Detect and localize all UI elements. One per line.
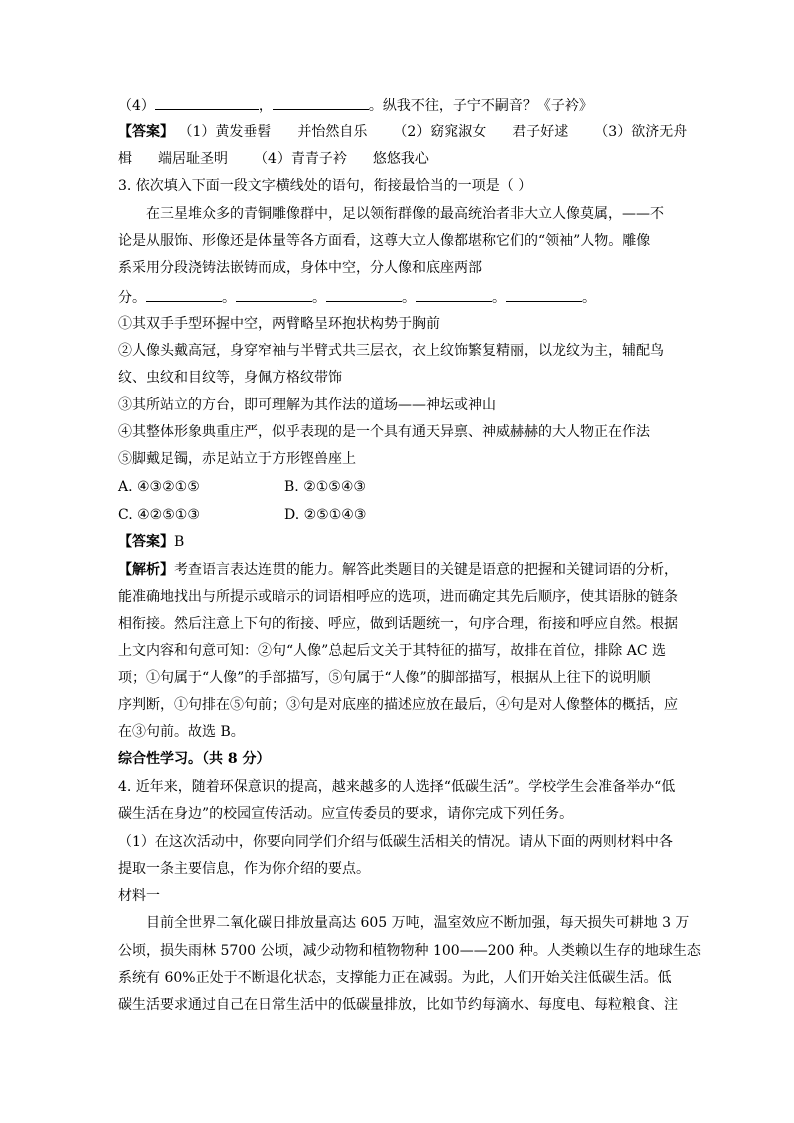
sentence-4: ④其整体形象典重庄严，似乎表现的是一个具有通天异禀、神威赫赫的大人物正在作法: [118, 424, 650, 440]
answer-part: 楫: [118, 151, 132, 167]
material-line: 碳生活要求通过自己在日常生活中的低碳量排放，比如节约每滴水、每度电、每粒粮食、注: [118, 997, 678, 1013]
fill-blank-3[interactable]: [326, 287, 402, 302]
answer-part: 君子好逑: [512, 124, 569, 140]
sentence-5: ⑤脚戴足镯，赤足站立于方形铿兽座上: [118, 451, 356, 467]
answer-part: 端居耻圣明: [158, 151, 228, 167]
q3-passage-line: 论是从服饰、形像还是体量等各方面看，这尊大立人像都堪称它们的“领袖”人物。雕像: [118, 233, 651, 249]
fill-blank-5[interactable]: [506, 287, 582, 302]
q4-stem-line: 碳生活在身边”的校园宣传活动。应宣传委员的要求，请你完成下列任务。: [118, 806, 574, 822]
answer-part: （1）黄发垂髫: [178, 124, 272, 140]
answer-part: （2）窈窕淑女: [393, 124, 487, 140]
analysis-label: 【解析】: [118, 562, 174, 578]
analysis-line: 上文内容和句意可知：②句“人像”总起后文关于其特征的描写，故排在首位，排除 AC 选: [118, 643, 667, 659]
period: 。: [312, 290, 326, 306]
answer-part: 并怡然自乐: [297, 124, 368, 140]
material-line: 目前全世界二氧化碳日排放量高达 605 万吨，温室效应不断加强，每天损失可耕地 3 万: [146, 915, 690, 931]
q3-answer-line: [118, 532, 184, 552]
period: 。: [582, 290, 596, 306]
analysis-line: 在③句前。故选 B。: [118, 724, 245, 740]
q2-answer-line2: [118, 149, 429, 169]
analysis-line: 能准确地找出与所提示或暗示的词语相呼应的选项，进而确定其先后顺序，使其语脉的链条: [118, 589, 678, 605]
option-d[interactable]: D. ②⑤①④③: [284, 507, 367, 523]
q3-passage-line: 系采用分段浇铸法嵌铸而成，身体中空，分人像和底座两部: [118, 260, 482, 276]
comma: ，: [258, 98, 273, 114]
q4-sub1-line: （1）在这次活动中，你要向同学们介绍与低碳生活相关的情况。请从下面的两则材料中各: [118, 834, 673, 850]
material-1-title: 材料一: [118, 888, 160, 904]
period: 。: [402, 290, 416, 306]
options-row-1: [118, 477, 366, 497]
sentence-2-cont: 纹、虫纹和目纹等，身佩方格纹带饰: [118, 370, 342, 386]
passage-text: 分。: [118, 290, 146, 306]
answer-label: 【答案】: [118, 534, 174, 550]
q3-blanks-line: [118, 287, 596, 308]
item-number: （4）: [118, 98, 155, 114]
period: 。: [222, 290, 236, 306]
fill-blank-4[interactable]: [416, 287, 492, 302]
options-row-2: [118, 505, 366, 525]
q3-passage-line: 在三星堆众多的青铜雕像群中，足以领衔群像的最高统治者非大立人像莫属，——不: [146, 206, 664, 222]
sentence-2: ②人像头戴高冠，身穿窄袖与半臂式共三层衣，衣上纹饰繁复精丽，以龙纹为主，辅配鸟: [118, 343, 664, 359]
fill-blank-2[interactable]: [236, 287, 312, 302]
answer-part: 悠悠我心: [372, 151, 429, 167]
fill-blank-1[interactable]: [146, 287, 222, 302]
q4-stem-line: 4. 近年来，随着环保意识的提高，越来越多的人选择“低碳生活”。学校学生会准备举办“低: [118, 779, 676, 795]
q2-answer-line: [118, 122, 687, 142]
period: 。: [492, 290, 506, 306]
q2-item4-line: [118, 95, 593, 116]
analysis-line: [118, 560, 678, 580]
q3-stem: 3. 依次填入下面一段文字横线处的语句，衔接最恰当的一项是（ ）: [118, 178, 533, 194]
material-line: 系统有 60%正处于不断退化状态，支撑能力正在减弱。为此，人们开始关注低碳生活。低: [118, 970, 672, 986]
q4-sub1-line: 提取一条主要信息，作为你介绍的要点。: [118, 861, 370, 877]
sentence-1: ①其双手手型环握中空，两臂略呈环抱状构势于胸前: [118, 316, 440, 332]
option-a[interactable]: A. ④③②①⑤: [118, 479, 200, 495]
option-b[interactable]: B. ②①⑤④③: [284, 479, 366, 495]
item4-text: 。纵我不往，子宁不嗣音？《子衿》: [368, 98, 593, 114]
section-title: 综合性学习。（共 8 分）: [118, 751, 271, 767]
sentence-3: ③其所站立的方台，即可理解为其作法的道场——神坛或神山: [118, 397, 496, 413]
analysis-line: 序判断，①句排在⑤句前；③句是对底座的描述应放在最后，④句是对人像整体的概括，应: [118, 697, 678, 713]
fill-blank[interactable]: [273, 95, 369, 110]
option-c[interactable]: C. ④②⑤①③: [118, 507, 200, 523]
answer-label: 【答案】: [118, 124, 174, 140]
material-line: 公顷，损失雨林 5700 公顷，减少动物和植物物种 100——200 种。人类赖以生存的地球生态: [118, 943, 701, 959]
answer-part: （3）欲济无舟: [594, 124, 688, 140]
analysis-line: 相衔接。然后注意上下句的衔接、呼应，做到话题统一，句序合理，衔接和呼应自然。根据: [118, 616, 678, 632]
answer-part: （4）青青子衿: [254, 151, 347, 167]
analysis-line: 项；①句属于“人像”的手部描写，⑤句属于“人像”的脚部描写，根据从上往下的说明顺: [118, 670, 651, 686]
answer-value: B: [174, 534, 185, 550]
analysis-text: 考查语言表达连贯的能力。解答此类题目的关键是语意的把握和关键词语的分析，: [174, 562, 678, 578]
fill-blank[interactable]: [155, 95, 259, 110]
